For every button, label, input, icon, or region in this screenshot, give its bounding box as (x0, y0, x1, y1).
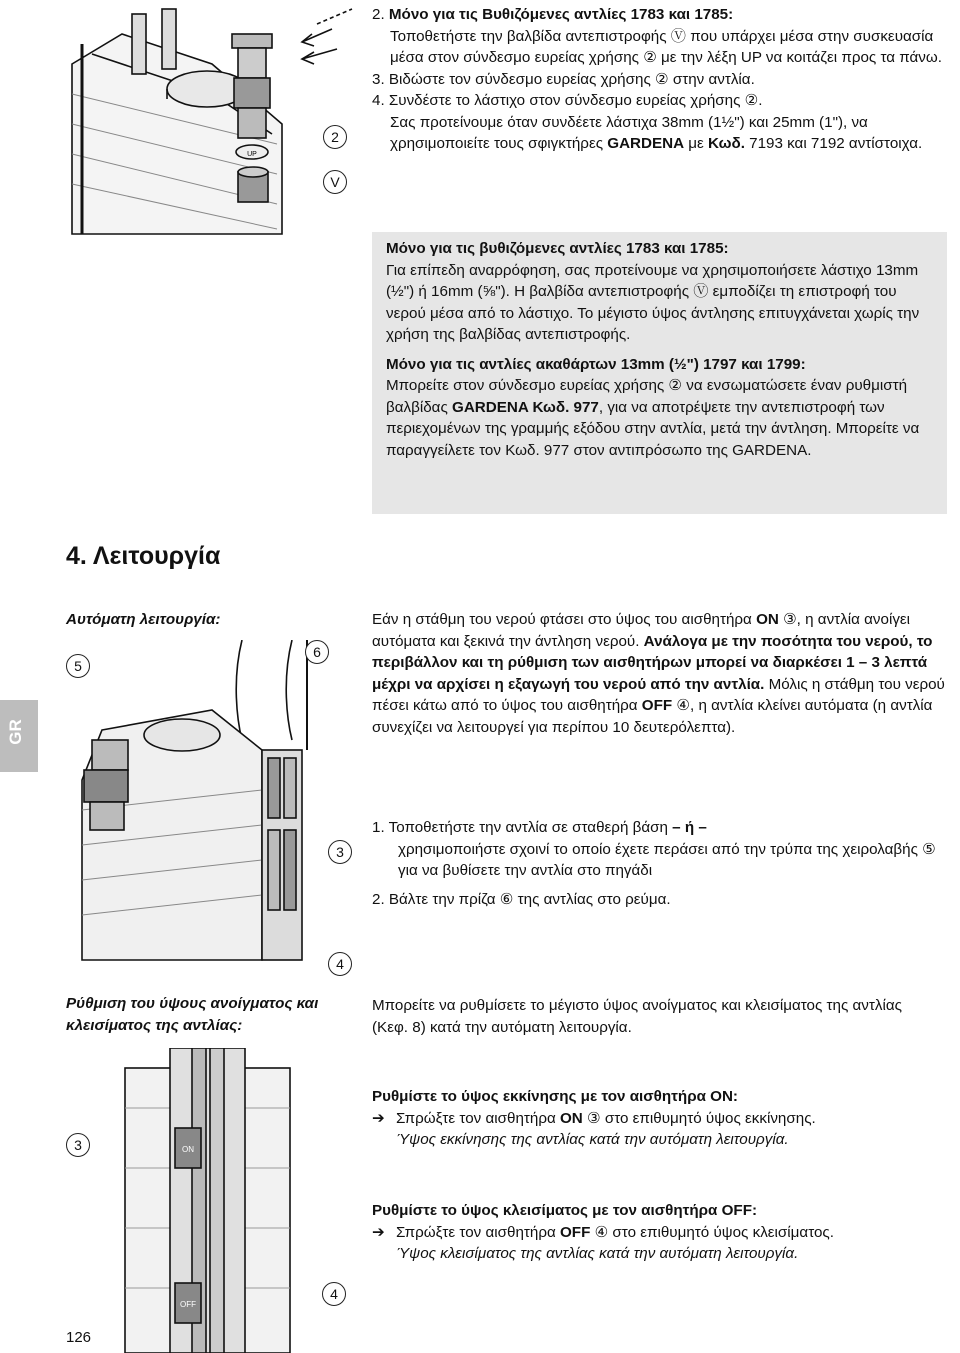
auto-operation-text (372, 609, 947, 738)
callout-valve: V (323, 170, 347, 194)
note-text-2b: GARDENA Κωδ. 977 (452, 398, 599, 416)
arrow-icon: ➔ (372, 1223, 385, 1241)
on-sensor-label: ON (182, 1145, 194, 1154)
on-adjust-title: Ρυθμίστε το ύψος εκκίνησης με τον αισθητήρα ON: (372, 1088, 738, 1105)
callout-on-sensor-2: 3 (66, 1133, 90, 1157)
install-steps (372, 4, 947, 155)
off-adjust-step (372, 1222, 952, 1244)
gardena-brand: GARDENA (607, 135, 685, 152)
auto-off-label: OFF (641, 697, 673, 714)
off-adjust-block (372, 1200, 952, 1265)
pump-connector-illustration (62, 4, 362, 244)
op-step-1 (372, 817, 947, 839)
off-adjust-title: Ρυθμίστε το ύψος κλεισίματος με τον αισθητήρα OFF: (372, 1202, 758, 1219)
sensor-adjust-illustration (120, 1048, 300, 1353)
note-text-2a: Μπορείτε στον σύνδεσμο ευρείας χρήσης ② να ενσωματώσετε έναν ρυθμιστή βαλβίδας (386, 377, 908, 416)
note-text-2 (386, 375, 937, 461)
op-step-1-text: 1. Τοποθετήστε την αντλία σε σταθερή βάση (372, 819, 673, 836)
note-box (372, 232, 947, 514)
on-step-text-a: Σπρώξτε τον αισθητήρα (396, 1109, 560, 1127)
callout-plug: 6 (305, 640, 329, 664)
page-number: 126 (66, 1329, 92, 1346)
op-step-1-or: – ή – (672, 819, 707, 836)
step-4-note-text: Σας προτείνουμε όταν συνδέετε λάστιχα 38mm (1½") και 25mm (1"), να χρησιμοποιείτε τους σφιγκτήρες (390, 113, 868, 152)
adjust-label: Ρύθμιση του ύψους ανοίγματος και κλεισίματος της αντλίας: (66, 995, 319, 1034)
step-4-note-text-b: με (684, 135, 709, 152)
on-step-on: ON (559, 1109, 583, 1127)
callout-off-sensor: 4 (328, 952, 352, 976)
arrow-icon: ➔ (372, 1109, 385, 1127)
on-step-text-b: ③ στο επιθυμητό ύψος εκκίνησης. (582, 1109, 816, 1127)
section-heading: 4. Λειτουργία (66, 542, 221, 570)
language-tab (0, 700, 38, 772)
valve-up-label: UP (247, 151, 257, 158)
on-adjust-step (372, 1108, 952, 1130)
auto-text-a: Εάν η στάθμη του νερού φτάσει στο ύψος του αισθητήρα (372, 611, 757, 628)
auto-operation-label: Αυτόματη λειτουργία: (66, 611, 221, 628)
adjust-text: Μπορείτε να ρυθμίσετε το μέγιστο ύψος ανοίγματος και κλεισίματος της αντλίας (Κεφ. 8) κατά την αυτόματη λειτουργία. (372, 997, 902, 1036)
auto-text-d: ④, η αντλία κλείνει αυτόματα (η αντλία συνεχίζει να λειτουργεί για περίπου 10 δευτερόλεπτα). (372, 697, 933, 736)
auto-text-c: Μόλις η στάθμη του νερού πέσει κάτω από το ύψος του αισθητήρα (372, 675, 945, 714)
off-adjust-result: Ύψος κλεισίματος της αντλίας κατά την αυτόματη λειτουργία. (396, 1245, 799, 1262)
step-2-title: Μόνο για τις Βυθιζόμενες αντλίες 1783 και 1785: (388, 6, 734, 23)
off-step-text-a: Σπρώξτε τον αισθητήρα (396, 1223, 560, 1241)
off-sensor-label: OFF (180, 1300, 196, 1309)
auto-text-b: ③, η αντλία ανοίγει αυτόματα και ξεκινά την άντληση νερού. (372, 611, 911, 650)
step-3: 3. Βιδώστε τον σύνδεσμο ευρείας χρήσης ② στην αντλία. (372, 70, 755, 88)
callout-handle: 5 (66, 654, 90, 678)
step-4: 4. Συνδέστε το λάστιχο στον σύνδεσμο ευρείας χρήσης ②. (372, 92, 763, 109)
off-step-off: OFF (559, 1223, 591, 1241)
auto-on-label: ON (756, 611, 779, 628)
code-label: Κωδ. (708, 135, 745, 152)
note-title-1: Μόνο για τις βυθιζόμενες αντλίες 1783 και 1785: (386, 240, 729, 257)
op-step-2: 2. Βάλτε την πρίζα ⑥ της αντλίας στο ρεύμα. (372, 890, 671, 908)
on-adjust-block (372, 1086, 952, 1151)
callout-off-sensor-2: 4 (322, 1282, 346, 1306)
auto-text-bold: Ανάλογα με την ποσότητα του νερού, το περιβάλλον και τη ρύθμιση των αισθητήρων μπορεί να διαρκέσει 1 – 3 λεπτά μέχρι να αρχίσει η εξαγωγή του νερού από την αντλία. (372, 632, 933, 693)
step-4-note (372, 112, 947, 155)
note-text-2c: , για να αποτρέψετε την αντεπιστροφή των περιεχομένων της γραμμής εξόδου στην αντλία, μετά την άντληση. Μπορείτε να παραγγείλετε τον Κωδ. 977 στον αντιπρόσωπο της GARDENA. (386, 398, 920, 459)
language-tab-label: GR (5, 719, 25, 745)
step-2-number: 2. (372, 6, 385, 23)
callout-connector: 2 (323, 125, 347, 149)
callout-on-sensor: 3 (328, 840, 352, 864)
op-step-1-cont: χρησιμοποιήστε σχοινί το οποίο έχετε περάσει από την τρύπα της χειρολαβής ⑤ για να βυθίσετε την αντλία στο πηγάδι (398, 840, 936, 879)
pump-sensor-illustration (62, 640, 362, 970)
on-adjust-result: Ύψος εκκίνησης της αντλίας κατά την αυτόματη λειτουργία. (396, 1131, 789, 1148)
operation-steps (372, 817, 947, 910)
note-text-1: Για επίπεδη αναρρόφηση, σας προτείνουμε να χρησιμοποιήσετε λάστιχο 13mm (½") ή 16mm (⅝"). Η βαλβίδα αντεπιστροφής Ⓥ εμποδίζει τη επιστροφή του νερού μέσα από το λάστιχο. Το μέγιστο ύψος άντλησης επιτυγχάνεται χωρίς την χρήση της βαλβίδας αντεπιστροφής. (386, 261, 920, 343)
step-2-text: Τοποθετήστε την βαλβίδα αντεπιστροφής Ⓥ που υπάρχει μέσα στην συσκευασία μέσα στον σύνδεσμο ευρείας χρήσης ② με την λέξη UP να κοιτάζει προς τα πάνω. (390, 27, 942, 66)
step-4-note-text-c: 7193 και 7192 αντίστοιχα. (744, 135, 923, 152)
note-title-2: Μόνο για τις αντλίες ακαθάρτων 13mm (½") 1797 και 1799: (386, 355, 806, 373)
off-step-text-b: ④ στο επιθυμητό ύψος κλεισίματος. (590, 1223, 834, 1241)
